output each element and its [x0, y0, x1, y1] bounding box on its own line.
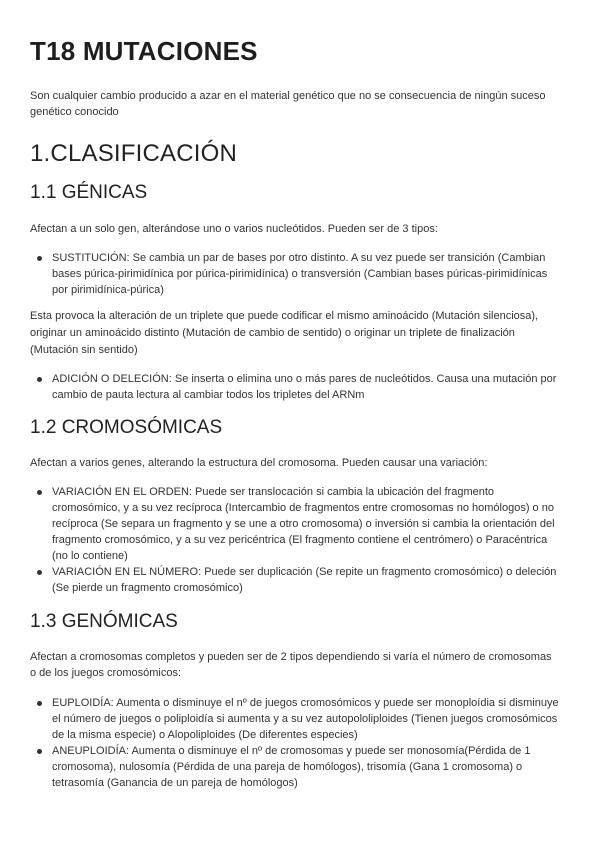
list-item-euploidia: EUPLOIDÍA: Aumenta o disminuye el nº de juegos cromosómicos y puede ser monoploídia si disminuye el número de juegos o poliploidía si aumenta y a su vez autopololiploides (Tienen juegos cromosómicos de la misma especie) o Alopoliploides (De diferentes especies)	[30, 695, 560, 743]
genicas-list-1	[30, 250, 560, 298]
bullet-icon	[37, 377, 42, 382]
list-item-aneuploidia: ANEUPLOIDÍA: Aumenta o disminuye el nº de cromosomas y puede ser monosomía(Pérdida de 1 cromosoma), nulosomía (Pérdida de una pareja de homólogos), trisomía (Gana 1 cromosoma) o tetrasomía (Ganancia de un pareja de homólogos)	[30, 743, 560, 791]
genicas-intro: Afectan a un solo gen, alterándose uno o varios nucleótidos. Pueden ser de 3 tipos:	[30, 223, 438, 235]
subheading-genicas: 1.1 GÉNICAS	[30, 182, 148, 203]
list-item-variacion-orden: VARIACIÓN EN EL ORDEN: Puede ser translocación si cambia la ubicación del fragmento cromosómico, y a su vez recíproca (Intercambio de fragmentos entre cromosomas no homólogos) o no recíproca (Se separa un fragmento y se une a otro cromosoma) o inversión si cambia la orientación del fragmento cromosómico, y a su vez pericéntrica (El fragmento contiene el centrómero) o Paracéntrica (no lo contiene)	[30, 484, 560, 564]
subheading-cromosomicas: 1.2 CROMOSÓMICAS	[30, 417, 223, 438]
list-item-sustitucion: SUSTITUCIÓN: Se cambia un par de bases por otro distinto. A su vez puede ser transición (Cambian bases púrica-pirimidínica por púrica-pirimidínica) o transversión (Cambian bases púricas-pirimidínicas por pirimidínica-púrica)	[30, 250, 560, 298]
section-heading-clasificacion: 1.CLASIFICACIÓN	[30, 140, 238, 167]
cromosomicas-list	[30, 484, 560, 596]
genicas-list-2	[30, 371, 560, 403]
bullet-icon	[37, 701, 42, 706]
intro-paragraph: Son cualquier cambio producido a azar en el material genético que no se consecuencia de ningún suceso genético conocido	[30, 90, 546, 118]
genicas-paragraph: Esta provoca la alteración de un triplete que puede codificar el mismo aminoácido (Mutación silenciosa), originar un aminoácido distinto (Mutación de cambio de sentido) o originar un triplete de finalización (Mutación sin sentido)	[30, 310, 539, 356]
document-title: T18 MUTACIONES	[30, 36, 258, 66]
cromosomicas-intro: Afectan a varios genes, alterando la estructura del cromosoma. Pueden causar una variación:	[30, 457, 488, 469]
genomicas-list	[30, 695, 560, 791]
subheading-genomicas: 1.3 GENÓMICAS	[30, 611, 178, 632]
list-item-adicion-delecion: ADICIÓN O DELECIÓN: Se inserta o elimina uno o más pares de nucleótidos. Causa una mutación por cambio de pauta lectura al cambiar todos los tripletes del ARNm	[30, 371, 560, 403]
genomicas-intro: Afectan a cromosomas completos y pueden ser de 2 tipos dependiendo si varía el número de cromosomas o de los juegos cromosómicos:	[30, 651, 552, 679]
bullet-icon	[37, 570, 42, 575]
bullet-icon	[37, 256, 42, 261]
bullet-icon	[37, 749, 42, 754]
bullet-icon	[37, 490, 42, 495]
list-item-variacion-numero: VARIACIÓN EN EL NÚMERO: Puede ser duplicación (Se repite un fragmento cromosómico) o deleción (Se pierde un fragmento cromosómico)	[30, 564, 560, 596]
